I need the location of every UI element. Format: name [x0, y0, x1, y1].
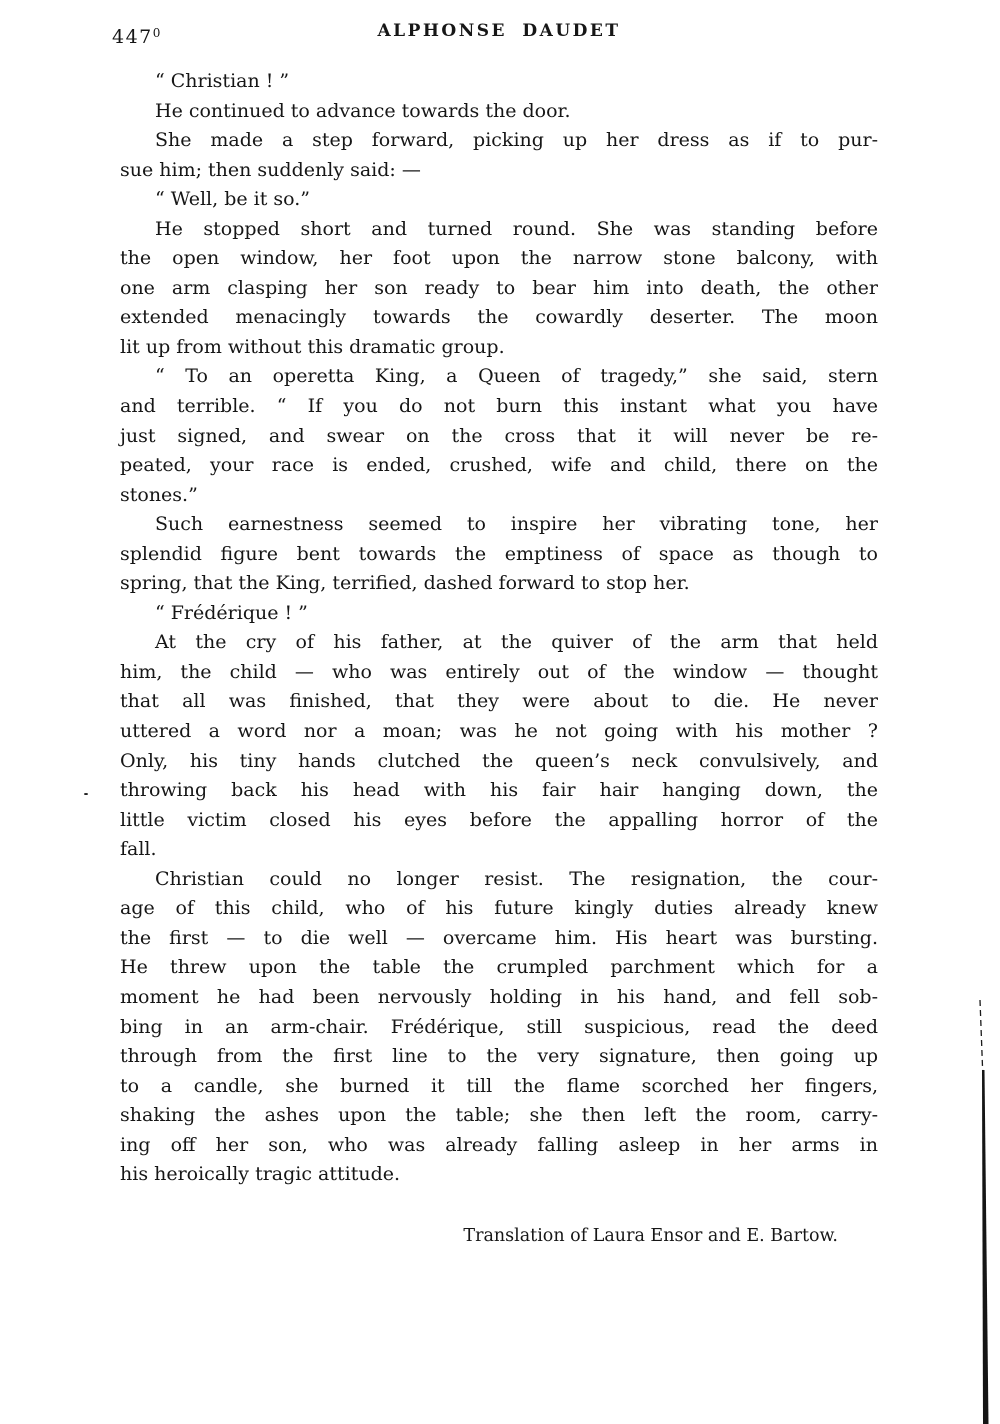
page-number-superscript: 0: [152, 26, 161, 40]
text-line: the open window, her foot upon the narrow stone balcony, with: [120, 247, 878, 270]
text-line: lit up from without this dramatic group.: [120, 335, 505, 358]
text-line: spring, that the King, terrified, dashed forward to stop her.: [120, 572, 690, 595]
paragraph: [120, 215, 878, 363]
text-line: just signed, and swear on the cross that it will never be re-: [120, 424, 878, 447]
text-line: ing off her son, who was already falling asleep in her arms in: [120, 1133, 878, 1156]
text-line: “ To an operetta King, a Queen of tragedy,” she said, stern: [155, 365, 878, 388]
text-line: extended menacingly towards the cowardly deserter. The moon: [120, 306, 878, 329]
text-line: “ Christian ! ”: [155, 70, 290, 92]
text-line: shaking the ashes upon the table; she then left the room, carry-: [120, 1104, 878, 1127]
running-header-author: ALPHONSE DAUDET: [377, 21, 621, 41]
text-line: throwing back his head with his fair hair hanging down, the: [120, 779, 878, 802]
text-line: uttered a word nor a moan; was he not going with his mother ?: [120, 720, 878, 743]
text-line: his heroically tragic attitude.: [120, 1163, 401, 1186]
paragraph: [120, 599, 878, 629]
text-line: peated, your race is ended, crushed, wife and child, there on the: [120, 454, 878, 477]
text-line: him, the child — who was entirely out of the window — thought: [120, 660, 878, 683]
text-line: She made a step forward, picking up her dress as if to pur-: [155, 129, 878, 152]
text-line: sue him; then suddenly said: —: [120, 158, 421, 181]
text-line: moment he had been nervously holding in his hand, and fell sob-: [120, 985, 878, 1008]
text-line: Only, his tiny hands clutched the queen’s neck convulsively, and: [120, 749, 878, 772]
text-line: age of this child, who of his future kingly duties already knew: [120, 897, 878, 920]
scan-speck: [84, 793, 88, 795]
paragraph: [120, 362, 878, 510]
page-number-main: 447: [112, 26, 153, 48]
paragraph: [120, 126, 878, 185]
text-line: to a candle, she burned it till the flame scorched her fingers,: [120, 1074, 878, 1097]
paragraph: [120, 67, 878, 97]
paragraph: [120, 97, 878, 127]
paragraph: [120, 628, 878, 864]
text-line: fall.: [120, 838, 157, 861]
paragraph: [120, 185, 878, 215]
paragraph: [120, 865, 878, 1190]
scan-artifact-line: [977, 998, 991, 1424]
text-line: He continued to advance towards the door.: [155, 99, 571, 122]
paragraph: [120, 510, 878, 599]
text-line: through from the first line to the very signature, then going up: [120, 1045, 878, 1068]
text-line: stones.”: [120, 483, 198, 506]
text-line: Christian could no longer resist. The resignation, the cour-: [155, 867, 878, 890]
text-line: one arm clasping her son ready to bear him into death, the other: [120, 276, 878, 299]
text-line: the first — to die well — overcame him. His heart was bursting.: [120, 926, 878, 949]
text-line: little victim closed his eyes before the appalling horror of the: [120, 808, 878, 831]
text-line: At the cry of his father, at the quiver of the arm that held: [155, 631, 878, 654]
page-body: [120, 67, 878, 1190]
text-line: He threw upon the table the crumpled parchment which for a: [120, 956, 878, 979]
text-line: “ Well, be it so.”: [155, 188, 311, 211]
text-line: “ Frédérique ! ”: [155, 601, 308, 624]
text-line: splendid figure bent towards the emptiness of space as though to: [120, 542, 878, 565]
text-line: and terrible. “ If you do not burn this instant what you have: [120, 395, 878, 418]
text-line: Such earnestness seemed to inspire her vibrating tone, her: [155, 513, 878, 536]
text-line: bing in an arm-chair. Frédérique, still suspicious, read the deed: [120, 1015, 878, 1038]
text-line: He stopped short and turned round. She was standing before: [155, 217, 878, 240]
translator-attribution: Translation of Laura Ensor and E. Bartow.: [463, 1226, 838, 1246]
text-line: that all was finished, that they were about to die. He never: [120, 690, 878, 713]
